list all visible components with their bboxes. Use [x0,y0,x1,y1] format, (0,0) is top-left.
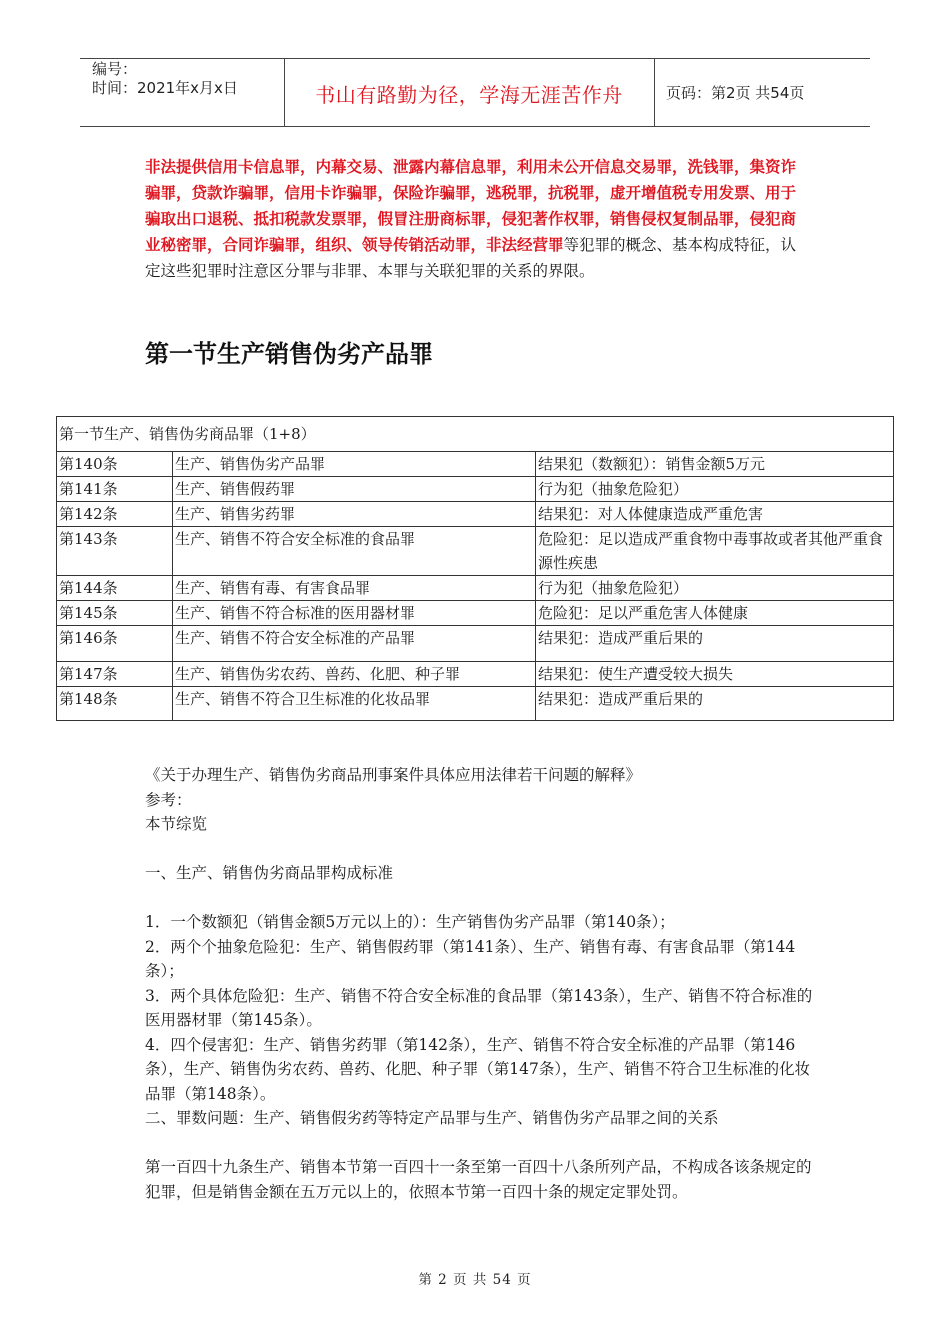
article-cell: 第141条 [57,477,173,502]
list-item: 4．四个侵害犯：生产、销售劣药罪（第142条），生产、销售不符合安全标准的产品罪（第146条），生产、销售伪劣农药、兽药、化肥、种子罪（第147条），生产、销售不符合卫生标准的化妆品罪（第148条）。 [145,1035,811,1103]
article-cell: 第142条 [57,502,173,527]
table-row [57,527,894,576]
spacer [145,886,815,911]
crime-cell: 生产、销售劣药罪 [173,502,536,527]
crime-cell: 生产、销售伪劣农药、兽药、化肥、种子罪 [173,662,536,687]
type-cell: 危险犯：足以造成严重食物中毒事故或者其他严重食源性疾患 [536,527,894,576]
table-row [57,576,894,601]
table-row [57,452,894,477]
header-meta [92,60,238,98]
header-divider-left [284,58,285,126]
intro-rest: 等犯罪的概念、基本构成特征，认定这些犯罪时注意区分罪与非罪、本罪与关联犯罪的关系的界限。 [145,236,797,280]
type-cell: 危险犯：足以严重危害人体健康 [536,601,894,626]
crime-cell: 生产、销售有毒、有害食品罪 [173,576,536,601]
heading-standards: 一、生产、销售伪劣商品罪构成标准 [145,864,394,882]
type-cell: 结果犯：对人体健康造成严重危害 [536,502,894,527]
article-cell: 第147条 [57,662,173,687]
header-number: 编号： [92,60,138,78]
article-cell: 第145条 [57,601,173,626]
table-row [57,687,894,721]
table-row [57,502,894,527]
spacer [145,837,815,862]
article-cell: 第143条 [57,527,173,576]
section-title: 第一节生产销售伪劣产品罪 [145,340,433,368]
crime-cell: 生产、销售不符合安全标准的食品罪 [173,527,536,576]
crime-table [56,416,894,721]
article-cell: 第140条 [57,452,173,477]
type-cell: 结果犯：造成严重后果的 [536,687,894,721]
footer-page-number: 第 2 页 共 54 页 [418,1272,532,1288]
article-149-text: 第一百四十九条生产、销售本节第一百四十一条至第一百四十八条所列产品，不构成各该条规定的犯罪，但是销售金额在五万元以上的，依照本节第一百四十条的规定定罪处罚。 [145,1158,812,1201]
list-item: 2．两个个抽象危险犯：生产、销售假药罪（第141条）、生产、销售有毒、有害食品罪（第144条）； [145,937,796,980]
intro-paragraph [145,154,811,284]
table-row [57,626,894,662]
type-cell: 结果犯：使生产遭受较大损失 [536,662,894,687]
table-row [57,477,894,502]
type-cell: 行为犯（抽象危险犯） [536,477,894,502]
body-text [145,763,815,1204]
intro-crime-list: 非法提供信用卡信息罪，内幕交易、泄露内幕信息罪，利用未公开信息交易罪，洗钱罪，集资诈骗罪，贷款诈骗罪，信用卡诈骗罪，保险诈骗罪，逃税罪，抗税罪，虚开增值税专用发票、用于骗取出口退税、抵扣税款发票罪，假冒注册商标罪，侵犯著作权罪，销售侵权复制品罪，侵犯商业秘密罪，合同诈骗罪，组织、领导传销活动罪，非法经营罪 [145,158,797,254]
crime-cell: 生产、销售不符合标准的医用器材罪 [173,601,536,626]
table-title: 第一节生产、销售伪劣商品罪（1+8） [57,417,894,452]
header-divider-right [654,58,655,126]
crime-cell: 生产、销售不符合安全标准的产品罪 [173,626,536,662]
crime-cell: 生产、销售假药罪 [173,477,536,502]
header-bottom-rule [80,126,870,127]
interpretation-reference: 《关于办理生产、销售伪劣商品刑事案件具体应用法律若干问题的解释》 [145,766,642,784]
article-cell: 第146条 [57,626,173,662]
list-item: 3．两个具体危险犯：生产、销售不符合安全标准的食品罪（第143条），生产、销售不符合标准的医用器材罪（第145条）。 [145,986,813,1029]
list-item: 1．一个数额犯（销售金额5万元以上的）：生产销售伪劣产品罪（第140条）； [145,913,675,931]
section-overview-label: 本节综览 [145,815,208,833]
type-cell: 行为犯（抽象危险犯） [536,576,894,601]
header-motto: 书山有路勤为径，学海无涯苦作舟 [315,83,623,107]
crime-cell: 生产、销售不符合卫生标准的化妆品罪 [173,687,536,721]
heading-offense-count: 二、罪数问题：生产、销售假劣药等特定产品罪与生产、销售伪劣产品罪之间的关系 [145,1109,719,1127]
table-title-row [57,417,894,452]
type-cell: 结果犯（数额犯）：销售金额5万元 [536,452,894,477]
table-row [57,601,894,626]
header-top-rule [80,58,870,59]
spacer [145,1131,815,1156]
header-time: 时间：2021年x月x日 [92,79,238,97]
type-cell: 结果犯：造成严重后果的 [536,626,894,662]
reference-label: 参考： [145,790,192,809]
header-page-number: 页码：第2页 共54页 [666,84,805,102]
crime-cell: 生产、销售伪劣产品罪 [173,452,536,477]
article-cell: 第144条 [57,576,173,601]
table-row [57,662,894,687]
article-cell: 第148条 [57,687,173,721]
